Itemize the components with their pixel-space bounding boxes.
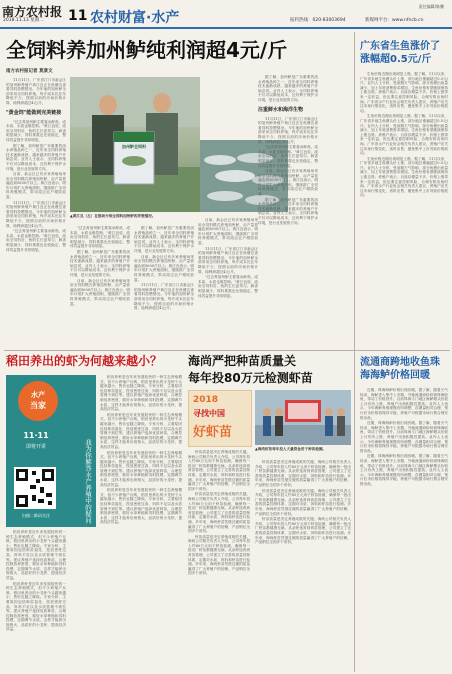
main-photo (70, 77, 200, 212)
shrimp-col-2: 稻田养虾是近年来发展较快的一种生态养殖模式，但不少养殖户反映，稻田里养出的小龙虾个头越来越小，售价也随之降低。专家分析，主要原因包括种苗退化、投放密度过高、饵料不足以及水质管理不到位等。建议养殖户选择优质种苗，合理控制放养密度，做好水草种植和饲料投喂，定期调节水质，这样才能养出规格大、品质好的小龙虾，提高经济效益。 稻田养虾是近年来发展较快的一种生态养殖模式，但不少养殖户反映，稻田里养出的小龙虾个头越来越小，售价也随之降低。专家分析，主要原因包括种苗退化、投放密度过高、饵料不足以及水质管理不到位等。建议养殖户选择优质种苗，合理控制放养密度，做好水草种植和饲料投喂，定期调节水质，这样才能养出规格大、品质好的小龙虾，提高经济效益。 稻田养虾是近年来发展较快的一种生态养殖模式，但不少养殖户反映，稻田里养出的小龙虾个头越来越小，售价也随之降低。专家分析，主要原因包括种苗退化、投放密度过高、饵料不足以及水质管理不到位等。建议养殖户选择优质种苗，合理控制放养密度，做好水草种植和饲料投喂，定期调节水质，这样才能养出规格大、品质好的小龙虾，提高经济效益。 稻田养虾是近年来发展较快的一种生态养殖模式，但不少养殖户反映，稻田里养出的小龙虾个头越来越小，售价也随之降低。专家分析，主要原因包括种苗退化、投放密度过高、饵料不足以及水质管理不到位等。建议养殖户选择优质种苗，合理控制放养密度，做好水草种植和饲料投喂，定期调节水质，这样才能养出规格大、品质好的小龙虾，提高经济效益。 (100, 375, 182, 525)
subhead-2: 注重鲜水和海洋生物 (258, 106, 304, 113)
page-number: 11 (68, 8, 88, 24)
promo-badge (18, 381, 58, 421)
column-divider (354, 32, 355, 672)
main-col-4: 目前，新会区已有多家养殖场采用全饲料模式养殖加州鲈，亩产量普遍达到5000斤以上。黄江良表示，明年计划扩大养殖面积，继续推广全饲料养殖模式，带动周边农户增收致富。 11月11日，广东省江门市新会区的加州鲈养殖户黄江良正在鱼塘边查看饲料投喂情况。今年他的加州鲈全部采用全饲料养殖，每斤成本比往年降低不少，按照目前的市场价格计算，纯利润超过4元/斤。 "过去养加州鲈主要靠冰鲜鱼，成本高，水质也难控制。"黄江良说，改用全饲料后，鱼的生长更均匀，病害明显减少，饲料系数也比较稳定，整体效益提升非常明显。 (198, 218, 258, 298)
masthead-rule (0, 27, 452, 29)
main-col-3: 据了解，加州鲈是广东重要的淡水养殖品种之一，近年来全饲料养殖技术逐渐成熟，越来越多的养殖户开始尝试。业内人士表示，全饲料养殖不仅可以降低成本，还有利于保护水环境，是行业发展的方向。 目前，新会区已有多家养殖场采用全饲料模式养殖加州鲈，亩产量普遍达到5000斤以上。黄江良表示，明年计划扩大养殖面积，继续推广全饲料养殖模式，带动周边农户增收致富。 11月11日，广东省江门市新会区的加州鲈养殖户黄江良正在鱼塘边查看饲料投喂情况。今年他的加州鲈全部采用全饲料养殖，每斤成本比往年降低不少，按照目前的市场价格计算，纯利润超过4元/斤。 (134, 226, 194, 311)
qr-code-icon (14, 467, 56, 509)
side-bottom-body: 近期，珠海海鲈价格出现回暖。据了解，随着天气转凉，海鲈进入集中上市期，外地流通商纷纷到珠海收鱼，带动了价格回升。目前珠海斗门地区海鲈塘头价较上月有所上涨，养殖户出鱼积极性提高。业内人士表示，今年海鲈养殖规模有所调整，存塘量相对合理，预计后市价格将保持平稳，养殖户可根据市场行情合理安排出鱼。 近期，珠海海鲈价格出现回暖。据了解，随着天气转凉，海鲈进入集中上市期，外地流通商纷纷到珠海收鱼，带动了价格回升。目前珠海斗门地区海鲈塘头价较上月有所上涨，养殖户出鱼积极性提高。业内人士表示，今年海鲈养殖规模有所调整，存塘量相对合理，预计后市价格将保持平稳，养殖户可根据市场行情合理安排出鱼。 近期，珠海海鲈价格出现回暖。据了解，随着天气转凉，海鲈进入集中上市期，外地流通商纷纷到珠海收鱼，带动了价格回升。目前珠海斗门地区海鲈塘头价较上月有所上涨，养殖户出鱼积极性提高。业内人士表示，今年海鲈养殖规模有所调整，存塘量相对合理，预计后市价格将保持平稳，养殖户可根据市场行情合理安排出鱼。 (360, 388, 448, 486)
seedling-headline-2: 每年投80万元检测虾苗 (188, 371, 313, 385)
main-col-2: "过去养加州鲈主要靠冰鲜鱼，成本高，水质也难控制。"黄江良说，改用全饲料后，鱼的生长更均匀，病害明显减少，饲料系数也比较稳定，整体效益提升非常明显。 据了解，加州鲈是广东重要的淡水养殖品种之一，近年来全饲料养殖技术逐渐成熟，越来越多的养殖户开始尝试。业内人士表示，全饲料养殖不仅可以降低成本，还有利于保护水环境，是行业发展的方向。 目前，新会区已有多家养殖场采用全饲料模式养殖加州鲈，亩产量普遍达到5000斤以上。黄江良表示，明年计划扩大养殖面积，继续推广全饲料养殖模式，带动周边农户增收致富。 (70, 226, 130, 306)
promo-date: 11·11 (23, 431, 49, 440)
promo-year: 2018 (193, 395, 219, 405)
qr-code[interactable] (14, 467, 56, 509)
main-col-1: 11月11日，广东省江门市新会区的加州鲈养殖户黄江良正在鱼塘边查看饲料投喂情况。今年他的加州鲈全部采用全饲料养殖，每斤成本比往年降低不少，按照目前的市场价格计算，纯利润超过4元/斤。 "黄金饲"能做到完美链接 "过去养加州鲈主要靠冰鲜鱼，成本高，水质也难控制。"黄江良说，改用全饲料后，鱼的生长更均匀，病害明显减少，饲料系数也比较稳定，整体效益提升非常明显。 据了解，加州鲈是广东重要的淡水养殖品种之一，近年来全饲料养殖技术逐渐成熟，越来越多的养殖户开始尝试。业内人士表示，全饲料养殖不仅可以降低成本，还有利于保护水环境，是行业发展的方向。 目前，新会区已有多家养殖场采用全饲料模式养殖加州鲈，亩产量普遍达到5000斤以上。黄江良表示，明年计划扩大养殖面积，继续推广全饲料养殖模式，带动周边农户增收致富。 11月11日，广东省江门市新会区的加州鲈养殖户黄江良正在鱼塘边查看饲料投喂情况。今年他的加州鲈全部采用全饲料养殖，每斤成本比往年降低不少，按照目前的市场价格计算，纯利润超过4元/斤。 "过去养加州鲈主要靠冰鲜鱼，成本高，水质也难控制。"黄江良说，改用全饲料后，鱼的生长更均匀，病害明显减少，饲料系数也比较稳定，整体效益提升非常明显。 (6, 78, 66, 252)
main-headline: 全饲料养加州鲈纯利润超4元/斤 (6, 38, 288, 62)
seedling-photo (255, 390, 351, 445)
side-top-headline: 广东省生鱼涨价了涨幅超0.5元/斤 (360, 41, 440, 65)
seedling-col-2: 虾苗质量是决定养殖成败的关键。海尚公司相关负责人介绍，公司每年投入约80万元用于虾苗检测，确保每一批出厂虾苗都健康无病。从亲虾选育到育苗管理，公司建立了完善的质量控制体系，定期对水质、饵料和虾苗进行检测。多年来，海尚虾苗凭借过硬的质量赢得了广大养殖户的信赖，产品销往全国多个省份。 虾苗质量是决定养殖成败的关键。海尚公司相关负责人介绍，公司每年投入约80万元用于虾苗检测，确保每一批出厂虾苗都健康无病。从亲虾选育到育苗管理，公司建立了完善的质量控制体系，定期对水质、饵料和虾苗进行检测。多年来，海尚虾苗凭借过硬的质量赢得了广大养殖户的信赖，产品销往全国多个省份。 虾苗质量是决定养殖成败的关键。海尚公司相关负责人介绍，公司每年投入约80万元用于虾苗检测，确保每一批出厂虾苗都健康无病。从亲虾选育到育苗管理，公司建立了完善的质量控制体系，定期对水质、饵料和虾苗进行检测。多年来，海尚虾苗凭借过硬的质量赢得了广大养殖户的信赖，产品销往全国多个省份。 (255, 460, 351, 545)
promo-line: 寻找中国 (193, 409, 225, 418)
editor-line: 责任编辑/陈鹏 (418, 4, 444, 9)
hotline: 报料热线：020-83003694 (290, 18, 346, 23)
main-byline: 南方农村报记者 莫景文 (6, 69, 53, 74)
paper-logo: 南方农村报 (2, 5, 63, 19)
seedling-photo-caption: ▲海尚虾苗每年投入大量资金用于种苗检测。 (255, 447, 327, 451)
main-col-5: 据了解，加州鲈是广东重要的淡水养殖品种之一，近年来全饲料养殖技术逐渐成熟，越来越多的养殖户开始尝试。业内人士表示，全饲料养殖不仅可以降低成本，还有利于保护水环境，是行业发展的方向。 注重鲜水和海洋生物 11月11日，广东省江门市新会区的加州鲈养殖户黄江良正在鱼塘边查看饲料投喂情况。今年他的加州鲈全部采用全饲料养殖，每斤成本比往年降低不少，按照目前的市场价格计算，纯利润超过4元/斤。 "过去养加州鲈主要靠冰鲜鱼，成本高，水质也难控制。"黄江良说，改用全饲料后，鱼的生长更均匀，病害明显减少，饲料系数也比较稳定，整体效益提升非常明显。 目前，新会区已有多家养殖场采用全饲料模式养殖加州鲈，亩产量普遍达到5000斤以上。黄江良表示，明年计划扩大养殖面积，继续推广全饲料养殖模式，带动周边农户增收致富。 据了解，加州鲈是广东重要的淡水养殖品种之一，近年来全饲料养殖技术逐渐成熟，越来越多的养殖户开始尝试。业内人士表示，全饲料养殖不仅可以降低成本，还有利于保护水环境，是行业发展的方向。 (258, 75, 318, 225)
main-photo-caption: ▲黄江良（左）在渔场介绍全饲料加州鲈的养殖情况。 (70, 214, 156, 218)
qr-caption: 扫描二维码关注 (22, 513, 50, 518)
seedling-promo-box (188, 390, 252, 447)
group-photo-illustration (255, 390, 351, 445)
section-divider (4, 350, 450, 351)
date-line: 2018.11.13 星期二 (3, 18, 44, 23)
shrimp-promo-box (6, 375, 96, 527)
website: 新媒网平台：www.nfncb.cn (365, 18, 424, 23)
seedling-headline-1: 海尚严把种苗质量关 (188, 354, 297, 368)
side-bottom-headline: 流通商跨地收鱼珠海海鲈价格回暖 (360, 357, 440, 381)
promo-vertical-text: 我为你解答水产养殖中的疑问 (84, 439, 92, 524)
promo-sub: 即将开讲 (25, 444, 46, 450)
masthead (0, 0, 452, 30)
promo-big: 好虾苗 (193, 425, 233, 440)
side-top-body: 生鱼价格近期出现明显上涨。据了解，11月以来，广东省多地生鱼塘头价上涨，部分地区涨幅超过0.5元/斤。业内人士分析，受前期天气影响，部分鱼塘出鱼量减少，加上年底消费需求增加，生鱼价格有望继续保持上涨态势。养殖户表示，目前存塘量不多，价格上涨带来一定收益，但也要注意控制风险，合理安排出鱼时间。广东省水产行业协会相关负责人建议，养殖户应关注市场行情变化，适时出售，避免集中上市导致价格波动。 生鱼价格近期出现明显上涨。据了解，11月以来，广东省多地生鱼塘头价上涨，部分地区涨幅超过0.5元/斤。业内人士分析，受前期天气影响，部分鱼塘出鱼量减少，加上年底消费需求增加，生鱼价格有望继续保持上涨态势。养殖户表示，目前存塘量不多，价格上涨带来一定收益，但也要注意控制风险，合理安排出鱼时间。广东省水产行业协会相关负责人建议，养殖户应关注市场行情变化，适时出售，避免集中上市导致价格波动。 生鱼价格近期出现明显上涨。据了解，11月以来，广东省多地生鱼塘头价上涨，部分地区涨幅超过0.5元/斤。业内人士分析，受前期天气影响，部分鱼塘出鱼量减少，加上年底消费需求增加，生鱼价格有望继续保持上涨态势。养殖户表示，目前存塘量不多，价格上涨带来一定收益，但也要注意控制风险，合理安排出鱼时间。广东省水产行业协会相关负责人建议，养殖户应关注市场行情变化，适时出售，避免集中上市导致价格波动。 (360, 72, 448, 198)
promo-badge-text: 当家 (30, 401, 46, 410)
seedling-col-1: 虾苗质量是决定养殖成败的关键。海尚公司相关负责人介绍，公司每年投入约80万元用于虾苗检测，确保每一批出厂虾苗都健康无病。从亲虾选育到育苗管理，公司建立了完善的质量控制体系，定期对水质、饵料和虾苗进行检测。多年来，海尚虾苗凭借过硬的质量赢得了广大养殖户的信赖，产品销往全国多个省份。 虾苗质量是决定养殖成败的关键。海尚公司相关负责人介绍，公司每年投入约80万元用于虾苗检测，确保每一批出厂虾苗都健康无病。从亲虾选育到育苗管理，公司建立了完善的质量控制体系，定期对水质、饵料和虾苗进行检测。多年来，海尚虾苗凭借过硬的质量赢得了广大养殖户的信赖，产品销往全国多个省份。 虾苗质量是决定养殖成败的关键。海尚公司相关负责人介绍，公司每年投入约80万元用于虾苗检测，确保每一批出厂虾苗都健康无病。从亲虾选育到育苗管理，公司建立了完善的质量控制体系，定期对水质、饵料和虾苗进行检测。多年来，海尚虾苗凭借过硬的质量赢得了广大养殖户的信赖，产品销往全国多个省份。 (188, 450, 250, 576)
promo-badge-top: 水产 (31, 391, 45, 399)
shrimp-headline: 稻田养出的虾为何越来越小？ (6, 354, 163, 368)
subhead-1: "黄金饲"能做到完美链接 (6, 109, 62, 116)
shrimp-col-1: 稻田养虾是近年来发展较快的一种生态养殖模式，但不少养殖户反映，稻田里养出的小龙虾个头越来越小，售价也随之降低。专家分析，主要原因包括种苗退化、投放密度过高、饵料不足以及水质管理不到位等。建议养殖户选择优质种苗，合理控制放养密度，做好水草种植和饲料投喂，定期调节水质，这样才能养出规格大、品质好的小龙虾，提高经济效益。 稻田养虾是近年来发展较快的一种生态养殖模式，但不少养殖户反映，稻田里养出的小龙虾个头越来越小，售价也随之降低。专家分析，主要原因包括种苗退化、投放密度过高、饵料不足以及水质管理不到位等。建议养殖户选择优质种苗，合理控制放养密度，做好水草种植和饲料投喂，定期调节水质，这样才能养出规格大、品质好的小龙虾，提高经济效益。 (6, 530, 66, 632)
feed-bag-label: 加州鲈全饲料 (122, 144, 146, 149)
section-title: 农村财富·水产 (90, 10, 180, 26)
